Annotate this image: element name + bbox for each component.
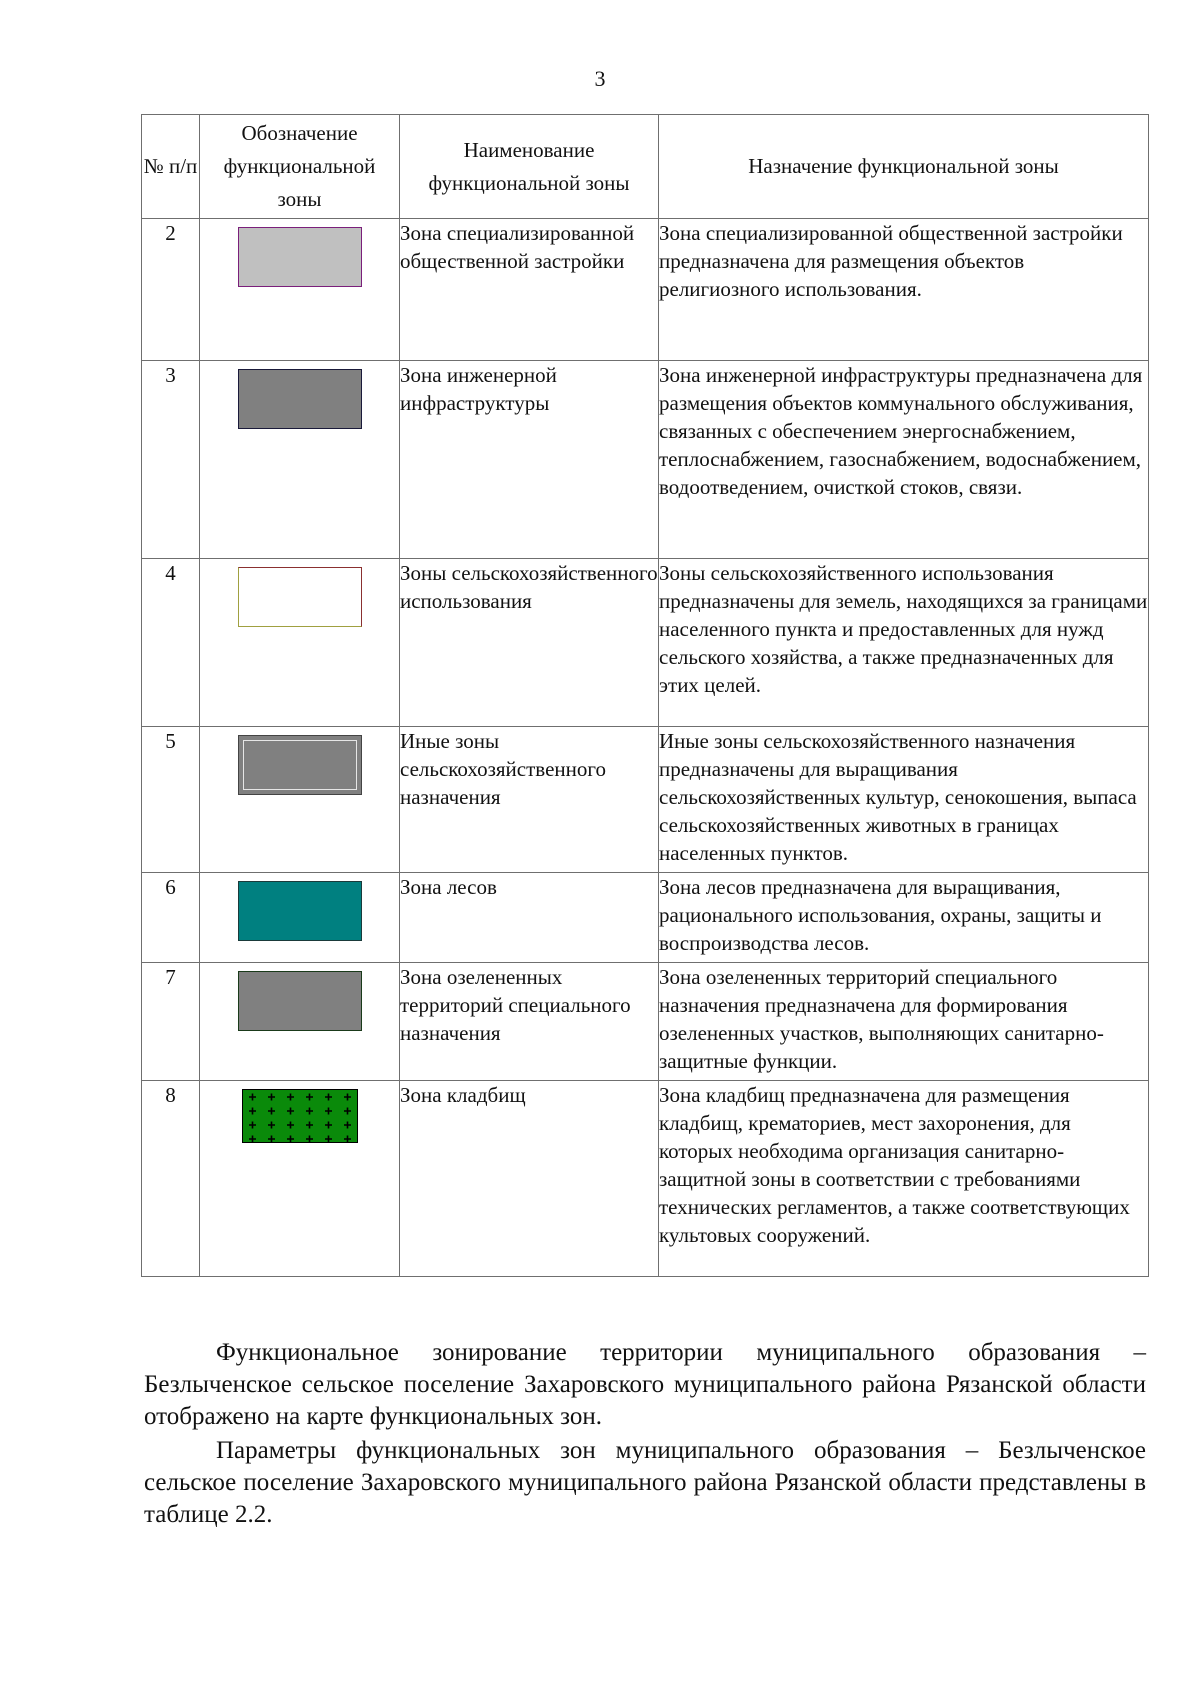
zone-swatch-dark-gray — [238, 369, 362, 429]
zone-symbol-cell — [200, 361, 400, 559]
header-name: Наименование функциональной зоны — [400, 115, 659, 219]
zone-purpose: Зона лесов предназначена для выращивания, рационального использования, охраны, защиты и воспроизводства лесов. — [659, 873, 1149, 963]
table-row — [142, 559, 1149, 727]
crosses-pattern-icon — [243, 1090, 357, 1142]
table-row — [142, 361, 1149, 559]
zone-name: Зона инженерной инфраструктуры — [400, 361, 659, 559]
zone-name: Зона озелененных территорий специального назначения — [400, 963, 659, 1081]
zone-swatch-gray — [238, 971, 362, 1031]
zone-purpose: Зона инженерной инфраструктуры предназначена для размещения объектов коммунального обслуживания, связанных с обеспечением энергоснабжением, теплоснабжением, газоснабжением, водоснабжением, водоотведением, очисткой стоков, связи. — [659, 361, 1149, 559]
row-number: 7 — [142, 963, 200, 1081]
functional-zones-table — [141, 114, 1149, 1277]
row-number: 4 — [142, 559, 200, 727]
zone-symbol-cell — [200, 873, 400, 963]
row-number: 6 — [142, 873, 200, 963]
zone-symbol-cell — [200, 727, 400, 873]
body-paragraph-zone-parameters: Параметры функциональных зон муниципального образования – Безлыченское сельское поселение Захаровского муниципального района Рязанской области представлены в таблице 2.2. — [144, 1437, 1146, 1528]
zone-purpose: Зона специализированной общественной застройки предназначена для размещения объектов религиозного использования. — [659, 219, 1149, 361]
table-header-row — [142, 115, 1149, 219]
table-row — [142, 963, 1149, 1081]
zone-swatch-white — [238, 567, 362, 627]
zone-symbol-cell — [200, 559, 400, 727]
row-number: 3 — [142, 361, 200, 559]
zone-swatch-teal — [238, 881, 362, 941]
zone-swatch-light-gray — [238, 227, 362, 287]
zone-name: Зоны сельскохозяйственного использования — [400, 559, 659, 727]
page-number: 3 — [594, 66, 606, 91]
zone-purpose: Зона озелененных территорий специального назначения предназначена для формирования озелененных участков, выполняющих санитарно-защитные функции. — [659, 963, 1149, 1081]
zone-name: Зона специализированной общественной застройки — [400, 219, 659, 361]
row-number: 2 — [142, 219, 200, 361]
zone-symbol-cell — [200, 963, 400, 1081]
zone-swatch-cemetery-crosses — [242, 1089, 358, 1143]
zone-symbol-cell — [200, 219, 400, 361]
table-row — [142, 873, 1149, 963]
table-row — [142, 1081, 1149, 1277]
zone-purpose: Иные зоны сельскохозяйственного назначения предназначены для выращивания сельскохозяйственных культур, сенокошения, выпаса сельскохозяйственных животных в границах населенных пунктов. — [659, 727, 1149, 873]
row-number: 8 — [142, 1081, 200, 1277]
zone-name: Зона лесов — [400, 873, 659, 963]
zone-swatch-gray-inner-border — [238, 735, 362, 795]
zone-name: Иные зоны сельскохозяйственного назначения — [400, 727, 659, 873]
header-num: № п/п — [142, 115, 200, 219]
header-symbol: Обозначение функциональной зоны — [200, 115, 400, 219]
table-row — [142, 727, 1149, 873]
body-paragraph-zoning-map: Функциональное зонирование территории муниципального образования – Безлыченское сельское поселение Захаровского муниципального района Рязанской области отображено на карте функциональных зон. — [144, 1339, 1146, 1430]
zone-symbol-cell — [200, 1081, 400, 1277]
zone-name: Зона кладбищ — [400, 1081, 659, 1277]
zone-purpose: Зона кладбищ предназначена для размещения кладбищ, крематориев, мест захоронения, для которых необходима организация санитарно-защитной зоны в соответствии с требованиями технических регламентов, а также соответствующих культовых сооружений. — [659, 1081, 1149, 1277]
zone-purpose: Зоны сельскохозяйственного использования предназначены для земель, находящихся за границами населенного пункта и предоставленных для нужд сельского хозяйства, а также предназначенных для этих целей. — [659, 559, 1149, 727]
row-number: 5 — [142, 727, 200, 873]
table-row — [142, 219, 1149, 361]
header-purpose: Назначение функциональной зоны — [659, 115, 1149, 219]
